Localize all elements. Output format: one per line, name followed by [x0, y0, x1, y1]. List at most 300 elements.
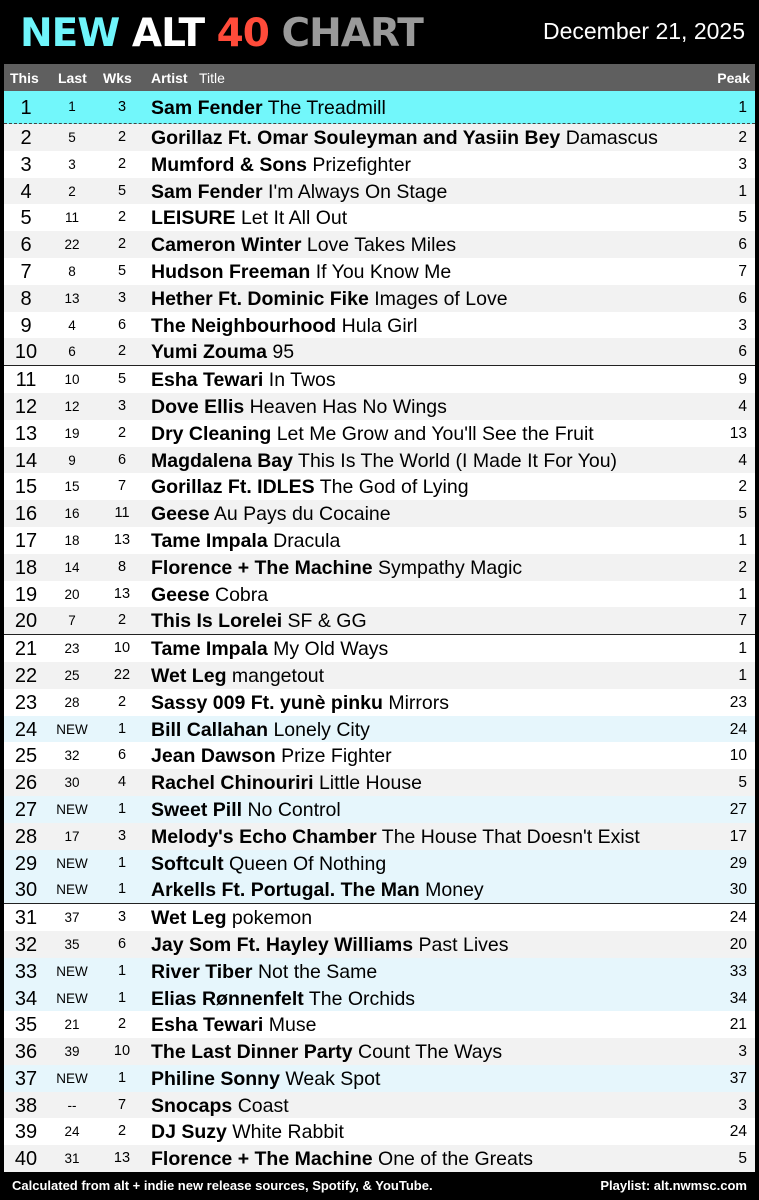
peak-position: 1	[738, 640, 747, 658]
song-title: Sympathy Magic	[378, 556, 523, 579]
rank-this-week: 38	[14, 1094, 38, 1117]
col-wks: Wks	[103, 70, 132, 86]
col-last: Last	[58, 70, 87, 86]
table-row	[4, 527, 755, 554]
song-entry	[151, 961, 377, 984]
chart-date: December 21, 2025	[542, 18, 745, 44]
song-entry	[151, 341, 294, 364]
peak-position: 23	[729, 693, 747, 711]
artist-name: River Tiber	[151, 960, 253, 983]
rank-last-week: 2	[68, 183, 76, 199]
rank-last-week: 18	[64, 532, 80, 548]
peak-position: 29	[729, 854, 747, 872]
song-title: Not the Same	[257, 960, 378, 983]
song-entry	[151, 530, 340, 553]
song-entry	[151, 1041, 502, 1064]
rank-this-week: 16	[14, 503, 38, 526]
rank-last-week: 39	[64, 1044, 80, 1060]
weeks-on-chart: 2	[117, 343, 127, 360]
table-row	[4, 447, 755, 474]
rank-this-week: 37	[14, 1067, 38, 1090]
footer-sources: Calculated from alt + indie new release sources, Spotify, & YouTube.	[12, 1178, 433, 1193]
rank-last-week: 7	[68, 613, 76, 629]
rank-this-week: 13	[14, 422, 38, 445]
song-title: White Rabbit	[232, 1121, 344, 1144]
artist-name: Mumford & Sons	[151, 153, 307, 176]
peak-position: 27	[729, 800, 747, 818]
song-title: No Control	[247, 798, 341, 821]
title-word-40: 40	[216, 11, 269, 56]
song-title: Lonely City	[273, 718, 370, 741]
rank-this-week: 4	[20, 180, 32, 203]
song-entry	[151, 369, 336, 392]
song-title: mangetout	[231, 664, 325, 687]
song-title: Let Me Grow and You'll See the Fruit	[276, 422, 594, 445]
table-row	[4, 178, 755, 205]
peak-position: 20	[729, 935, 747, 953]
rank-last-week: NEW	[56, 882, 88, 898]
song-title: If You Know Me	[315, 260, 452, 283]
song-title: Count The Ways	[357, 1041, 503, 1064]
artist-name: Magdalena Bay	[151, 449, 293, 472]
song-entry	[151, 261, 451, 284]
peak-position: 3	[738, 316, 747, 334]
peak-position: 17	[729, 827, 747, 845]
artist-name: Wet Leg	[151, 664, 227, 687]
song-entry	[151, 826, 640, 849]
song-title: Prize Fighter	[281, 745, 392, 768]
artist-name: Philine Sonny	[151, 1067, 280, 1090]
artist-name: Sweet Pill	[151, 798, 243, 821]
table-row	[4, 823, 755, 850]
table-row	[4, 1145, 755, 1172]
peak-position: 33	[729, 962, 747, 980]
rank-this-week: 7	[20, 260, 32, 283]
rank-last-week: NEW	[56, 963, 88, 979]
song-entry	[151, 853, 386, 876]
rank-this-week: 25	[14, 745, 38, 768]
table-row	[4, 876, 755, 903]
artist-name: Florence + The Machine	[151, 1148, 373, 1171]
rank-this-week: 1	[20, 97, 32, 119]
table-row	[4, 689, 755, 716]
table-row	[4, 554, 755, 581]
rank-last-week: 9	[68, 452, 76, 468]
artist-name: Arkells Ft. Portugal. The Man	[151, 879, 420, 902]
song-title: Damascus	[565, 127, 658, 149]
weeks-on-chart: 1	[117, 989, 127, 1006]
peak-position: 3	[738, 1096, 747, 1114]
peak-position: 24	[729, 1123, 747, 1141]
table-row	[4, 124, 755, 151]
artist-name: Esha Tewari	[151, 1014, 264, 1037]
weeks-on-chart: 2	[117, 236, 127, 253]
rank-last-week: 23	[64, 641, 80, 657]
table-row	[4, 716, 755, 743]
peak-position: 37	[729, 1069, 747, 1087]
weeks-on-chart: 2	[117, 155, 127, 172]
table-row	[4, 1011, 755, 1038]
artist-name: This Is Lorelei	[151, 610, 283, 633]
song-title: This Is The World (I Made It For You)	[298, 449, 618, 472]
song-entry	[151, 97, 386, 120]
song-entry	[151, 181, 447, 204]
artist-name: LEISURE	[151, 207, 236, 230]
peak-position: 1	[738, 99, 747, 116]
rank-last-week: 22	[64, 237, 80, 253]
peak-position: 4	[738, 397, 747, 415]
table-row	[4, 420, 755, 447]
song-title: Weak Spot	[285, 1067, 381, 1090]
chart-table	[4, 91, 755, 1172]
rank-this-week: 12	[14, 395, 38, 418]
rank-last-week: 12	[64, 398, 80, 414]
song-title: Dracula	[273, 529, 341, 552]
rank-last-week: 20	[64, 586, 80, 602]
rank-this-week: 18	[14, 556, 38, 579]
weeks-on-chart: 5	[117, 262, 127, 279]
table-row	[4, 231, 755, 258]
peak-position: 24	[729, 909, 747, 927]
weeks-on-chart: 4	[117, 774, 127, 791]
rank-last-week: 35	[64, 936, 80, 952]
song-entry	[151, 988, 415, 1011]
song-entry	[151, 315, 418, 338]
table-row	[4, 365, 755, 393]
weeks-on-chart: 3	[117, 909, 127, 926]
peak-position: 5	[738, 505, 747, 523]
table-row	[4, 1092, 755, 1119]
song-entry	[151, 772, 422, 795]
table-row	[4, 850, 755, 877]
artist-name: Rachel Chinouriri	[151, 772, 314, 795]
rank-last-week: 30	[64, 775, 80, 791]
rank-last-week: 32	[64, 748, 80, 764]
peak-position: 9	[738, 371, 747, 389]
table-row	[4, 607, 755, 634]
weeks-on-chart: 2	[117, 129, 127, 145]
artist-name: Gorillaz Ft. Omar Souleyman and Yasiin Bey	[151, 127, 561, 149]
rank-last-week: NEW	[56, 990, 88, 1006]
weeks-on-chart: 8	[117, 558, 127, 575]
artist-name: The Last Dinner Party	[151, 1041, 353, 1064]
song-entry	[151, 638, 388, 661]
rank-last-week: 24	[64, 1124, 80, 1140]
table-row	[4, 338, 755, 365]
weeks-on-chart: 1	[117, 854, 127, 871]
song-title: Hula Girl	[341, 314, 418, 337]
song-entry	[151, 557, 522, 580]
song-entry	[151, 665, 324, 688]
rank-last-week: 10	[64, 372, 80, 388]
table-row	[4, 393, 755, 420]
song-title: The House That Doesn't Exist	[381, 825, 640, 848]
rank-this-week: 19	[14, 583, 38, 606]
song-title: The Orchids	[308, 987, 416, 1010]
artist-name: Tame Impala	[151, 638, 268, 661]
weeks-on-chart: 2	[117, 612, 127, 629]
song-entry	[151, 934, 509, 957]
song-title: My Old Ways	[273, 638, 389, 661]
song-entry	[151, 907, 312, 930]
weeks-on-chart: 7	[117, 478, 127, 495]
peak-position: 2	[738, 558, 747, 576]
artist-name: Elias Rønnenfelt	[151, 987, 304, 1010]
col-this: This	[10, 70, 39, 86]
col-peak: Peak	[717, 70, 750, 86]
song-title: Coast	[237, 1094, 289, 1117]
peak-position: 4	[738, 451, 747, 469]
rank-last-week: 5	[68, 130, 76, 145]
artist-name: Sam Fender	[151, 180, 263, 203]
rank-last-week: 15	[64, 479, 80, 495]
table-row	[4, 634, 755, 662]
rank-last-week: 1	[68, 99, 76, 114]
rank-this-week: 10	[14, 341, 38, 364]
weeks-on-chart: 6	[117, 316, 127, 333]
peak-position: 7	[738, 262, 747, 280]
weeks-on-chart: 22	[113, 666, 131, 683]
song-title: Little House	[318, 772, 422, 795]
song-entry	[151, 154, 411, 177]
weeks-on-chart: 3	[117, 99, 127, 115]
rank-this-week: 26	[14, 772, 38, 795]
song-title: 95	[272, 341, 295, 364]
col-title: Title	[199, 70, 225, 86]
artist-name: Esha Tewari	[151, 369, 264, 392]
song-entry	[151, 1068, 380, 1091]
weeks-on-chart: 3	[117, 397, 127, 414]
song-entry	[151, 288, 508, 311]
song-entry	[151, 745, 392, 768]
table-row	[4, 662, 755, 689]
artist-name: Wet Leg	[151, 907, 227, 930]
rank-last-week: 28	[64, 694, 80, 710]
weeks-on-chart: 6	[117, 747, 127, 764]
song-title: Images of Love	[374, 287, 508, 310]
weeks-on-chart: 2	[117, 1016, 127, 1033]
peak-position: 24	[729, 720, 747, 738]
song-entry	[151, 450, 617, 473]
song-entry	[151, 1148, 533, 1171]
table-row	[4, 473, 755, 500]
weeks-on-chart: 2	[117, 1123, 127, 1140]
weeks-on-chart: 6	[117, 935, 127, 952]
song-title: Au Pays du Cocaine	[213, 503, 391, 526]
table-row	[4, 204, 755, 231]
weeks-on-chart: 3	[117, 827, 127, 844]
rank-last-week: NEW	[56, 855, 88, 871]
table-row	[4, 285, 755, 312]
peak-position: 5	[738, 209, 747, 227]
table-row	[4, 903, 755, 931]
artist-name: Dove Ellis	[151, 395, 245, 418]
song-entry	[151, 719, 370, 742]
weeks-on-chart: 5	[117, 371, 127, 388]
table-row	[4, 312, 755, 339]
weeks-on-chart: 13	[113, 1150, 131, 1167]
song-title: The God of Lying	[319, 476, 469, 499]
rank-this-week: 33	[14, 960, 38, 983]
weeks-on-chart: 3	[117, 289, 127, 306]
artist-name: Jean Dawson	[151, 745, 276, 768]
peak-position: 13	[729, 424, 747, 442]
song-entry	[151, 610, 367, 633]
song-title: SF & GG	[287, 610, 367, 633]
song-title: One of the Greats	[378, 1148, 534, 1171]
rank-last-week: 11	[64, 210, 79, 226]
artist-name: Florence + The Machine	[151, 556, 373, 579]
song-title: Love Takes Miles	[306, 234, 457, 257]
artist-name: The Neighbourhood	[151, 314, 337, 337]
rank-last-week: 4	[68, 317, 76, 333]
song-entry	[151, 692, 449, 715]
peak-position: 1	[738, 666, 747, 684]
rank-this-week: 31	[14, 907, 38, 930]
weeks-on-chart: 13	[113, 585, 131, 602]
rank-this-week: 24	[14, 718, 38, 741]
rank-this-week: 23	[14, 691, 38, 714]
artist-name: Gorillaz Ft. IDLES	[151, 476, 315, 499]
rank-last-week: 8	[68, 263, 76, 279]
table-row	[4, 151, 755, 178]
weeks-on-chart: 1	[117, 881, 127, 898]
peak-position: 3	[738, 1043, 747, 1061]
song-title: pokemon	[231, 907, 313, 930]
peak-position: 2	[738, 478, 747, 496]
weeks-on-chart: 2	[117, 209, 127, 226]
song-entry	[151, 503, 391, 526]
weeks-on-chart: 5	[117, 182, 127, 199]
table-row	[4, 796, 755, 823]
song-entry	[151, 1095, 289, 1118]
peak-position: 21	[729, 1016, 747, 1034]
artist-name: Sassy 009 Ft. yunè pinku	[151, 691, 383, 714]
rank-last-week: 25	[64, 667, 80, 683]
rank-last-week: 19	[64, 425, 80, 441]
table-row	[4, 91, 755, 124]
rank-this-week: 2	[20, 127, 32, 149]
rank-this-week: 27	[14, 798, 38, 821]
title-word-alt: ALT	[131, 11, 205, 56]
col-artist: Artist	[151, 70, 188, 86]
rank-last-week: 13	[64, 290, 80, 306]
table-row	[4, 1118, 755, 1145]
song-entry	[151, 1121, 344, 1144]
artist-name: Hether Ft. Dominic Fike	[151, 287, 369, 310]
rank-this-week: 29	[14, 852, 38, 875]
table-row	[4, 985, 755, 1012]
artist-name: DJ Suzy	[151, 1121, 227, 1144]
table-row	[4, 1065, 755, 1092]
artist-name: Snocaps	[151, 1094, 233, 1117]
rank-this-week: 8	[20, 287, 32, 310]
rank-this-week: 39	[14, 1121, 38, 1144]
peak-position: 10	[729, 747, 747, 765]
song-entry	[151, 207, 347, 230]
rank-last-week: 16	[64, 506, 80, 522]
weeks-on-chart: 10	[113, 640, 131, 657]
table-row	[4, 742, 755, 769]
song-title: Cobra	[214, 583, 269, 606]
table-row	[4, 958, 755, 985]
song-title: Let It All Out	[240, 207, 348, 230]
rank-this-week: 36	[14, 1041, 38, 1064]
artist-name: Bill Callahan	[151, 718, 269, 741]
rank-this-week: 17	[14, 529, 38, 552]
rank-last-week: NEW	[56, 801, 88, 817]
song-title: Money	[425, 879, 484, 902]
artist-name: Yumi Zouma	[151, 341, 267, 364]
rank-this-week: 35	[14, 1014, 38, 1037]
rank-this-week: 20	[14, 610, 38, 633]
weeks-on-chart: 1	[117, 1069, 127, 1086]
song-entry	[151, 423, 594, 446]
chart-title	[20, 8, 423, 60]
artist-name: Sam Fender	[151, 97, 263, 119]
title-word-new: NEW	[20, 11, 120, 56]
artist-name: Dry Cleaning	[151, 422, 272, 445]
song-title: In Twos	[268, 369, 336, 392]
artist-name: Hudson Freeman	[151, 260, 311, 283]
weeks-on-chart: 1	[117, 720, 127, 737]
column-header	[4, 64, 755, 91]
song-entry	[151, 396, 447, 419]
song-entry	[151, 476, 469, 499]
weeks-on-chart: 7	[117, 1096, 127, 1113]
artist-name: Tame Impala	[151, 529, 268, 552]
weeks-on-chart: 13	[113, 531, 131, 548]
rank-this-week: 15	[14, 476, 38, 499]
rank-this-week: 3	[20, 153, 32, 176]
title-word-chart: CHART	[281, 11, 423, 56]
table-row	[4, 581, 755, 608]
song-entry	[151, 799, 341, 822]
rank-this-week: 6	[20, 234, 32, 257]
table-row	[4, 769, 755, 796]
weeks-on-chart: 2	[117, 693, 127, 710]
song-entry	[151, 127, 658, 150]
artist-name: Cameron Winter	[151, 234, 302, 257]
rank-this-week: 22	[14, 664, 38, 687]
weeks-on-chart: 10	[113, 1043, 131, 1060]
table-row	[4, 500, 755, 527]
peak-position: 30	[729, 881, 747, 899]
table-row	[4, 258, 755, 285]
peak-position: 5	[738, 1150, 747, 1168]
song-title: Past Lives	[418, 933, 509, 956]
peak-position: 34	[729, 989, 747, 1007]
song-title: Mirrors	[388, 691, 450, 714]
peak-position: 6	[738, 343, 747, 361]
footer	[0, 1172, 759, 1200]
rank-this-week: 21	[14, 638, 38, 661]
peak-position: 1	[738, 531, 747, 549]
weeks-on-chart: 2	[117, 424, 127, 441]
rank-this-week: 32	[14, 933, 38, 956]
artist-name: Softcult	[151, 852, 224, 875]
rank-this-week: 40	[14, 1148, 38, 1171]
song-title: The Treadmill	[267, 97, 386, 119]
footer-playlist: Playlist: alt.nwmsc.com	[600, 1178, 747, 1193]
peak-position: 1	[738, 182, 747, 200]
rank-last-week: --	[67, 1097, 77, 1113]
peak-position: 5	[738, 774, 747, 792]
peak-position: 6	[738, 289, 747, 307]
rank-this-week: 34	[14, 987, 38, 1010]
rank-this-week: 5	[20, 207, 32, 230]
song-entry	[151, 1014, 316, 1037]
